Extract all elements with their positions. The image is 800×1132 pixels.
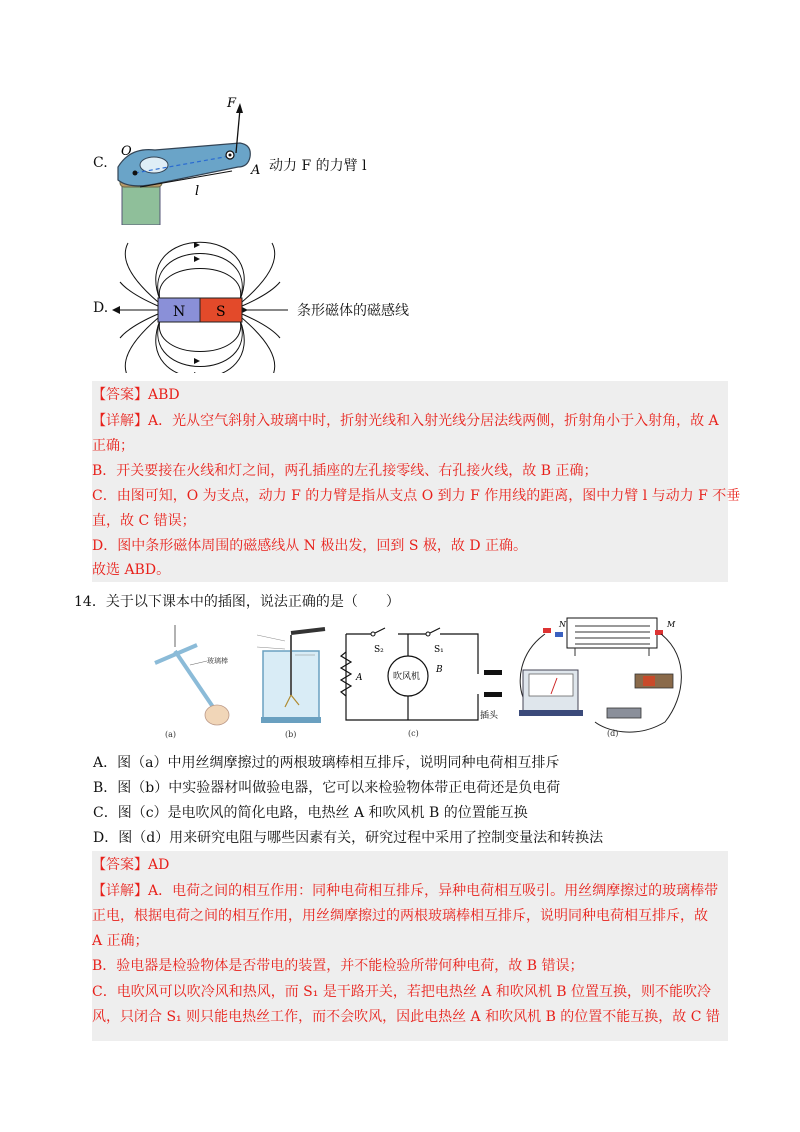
explain-line: 【详解】A．电荷之间的相互作用：同种电荷相互排斥，异种电荷相互吸引。用丝绸摩擦过的玻璃棒带	[92, 883, 719, 899]
option-a: A．图（a）中用丝绸摩擦过的两根玻璃棒相互排斥，说明同种电荷相互排斥	[93, 755, 560, 771]
label-a: A	[251, 163, 261, 178]
fig-b-label: (b)	[285, 730, 297, 739]
fig-c-label: (c)	[408, 729, 419, 738]
plug-label: 插头	[480, 711, 499, 721]
explain-line: C．由图可知，O 为支点，动力 F 的力臂是指从支点 O 到力 F 作用线的距离，图中力臂 l 与动力 F 不垂	[92, 488, 741, 504]
fig-d-label: (d)	[607, 729, 619, 738]
magnet-figure	[110, 238, 290, 373]
b-label: B	[436, 665, 443, 675]
explain-line: A 正确；	[92, 933, 149, 949]
figure-d	[515, 612, 695, 740]
answer-box-14	[92, 851, 728, 1041]
lever-figure	[110, 95, 270, 225]
label-o: O	[121, 144, 132, 159]
figure-a	[145, 625, 245, 740]
label-f: F	[227, 96, 237, 111]
explain-line: 【详解】A．光从空气斜射入玻璃中时，折射光线和入射光线分居法线两侧，折射角小于入射角，故 A	[92, 413, 719, 429]
option-c: C．图（c）是电吹风的简化电路，电热丝 A 和吹风机 B 的位置能互换	[93, 805, 528, 821]
s2-label: S₂	[374, 645, 384, 655]
rod-label: 玻璃棒	[207, 657, 228, 665]
fan-label: 吹风机	[393, 672, 421, 682]
pole-n: N	[173, 304, 186, 320]
option-c-letter: C.	[93, 155, 108, 171]
figure-b	[255, 625, 335, 740]
explain-line: C．电吹风可以吹冷风和热风，而 S₁ 是干路开关，若把电热丝 A 和吹风机 B 位置互换，则不能吹冷	[92, 984, 712, 1000]
n-label: N	[559, 620, 566, 629]
figure-c	[338, 622, 508, 740]
answer-label: 【答案】ABD	[92, 387, 180, 403]
explain-line: B．验电器是检验物体是否带电的装置，并不能检验所带何种电荷，故 B 错误；	[92, 958, 584, 974]
pole-s: S	[216, 304, 226, 320]
s1-label: S₁	[434, 645, 444, 655]
answer-label: 【答案】AD	[92, 857, 170, 873]
question-14-stem: 14．关于以下课本中的插图，说法正确的是（ ）	[74, 594, 400, 610]
answer-box-13	[92, 381, 741, 582]
explain-line: 正电，根据电荷之间的相互作用，用丝绸摩擦过的两根玻璃棒相互排斥，说明同种电荷相互排斥，故	[92, 908, 708, 924]
option-d-caption: 条形磁体的磁感线	[297, 303, 409, 319]
fig-a-label: (a)	[165, 730, 177, 739]
explain-line: 正确；	[92, 438, 134, 454]
option-c-caption: 动力 F 的力臂 l	[269, 158, 367, 174]
a-label: A	[356, 673, 363, 683]
option-d-letter: D.	[93, 300, 109, 316]
option-d: D．图（d）用来研究电阻与哪些因素有关，研究过程中采用了控制变量法和转换法	[93, 830, 604, 846]
explain-line: B．开关要接在火线和灯之间，两孔插座的左孔接零线、右孔接火线，故 B 正确；	[92, 463, 598, 479]
explain-line: 故选 ABD。	[92, 562, 171, 578]
label-l: l	[195, 184, 200, 199]
explain-line: 直，故 C 错误；	[92, 513, 196, 529]
option-b: B．图（b）中实验器材叫做验电器，它可以来检验物体带正电荷还是负电荷	[93, 780, 561, 796]
explain-line: 风，只闭合 S₁ 则只能电热丝工作，而不会吹风，因此电热丝 A 和吹风机 B 的位置不能互换，故 C 错	[92, 1009, 720, 1025]
m-label: M	[667, 620, 676, 629]
explain-line: D．图中条形磁体周围的磁感线从 N 极出发，回到 S 极，故 D 正确。	[92, 538, 527, 554]
